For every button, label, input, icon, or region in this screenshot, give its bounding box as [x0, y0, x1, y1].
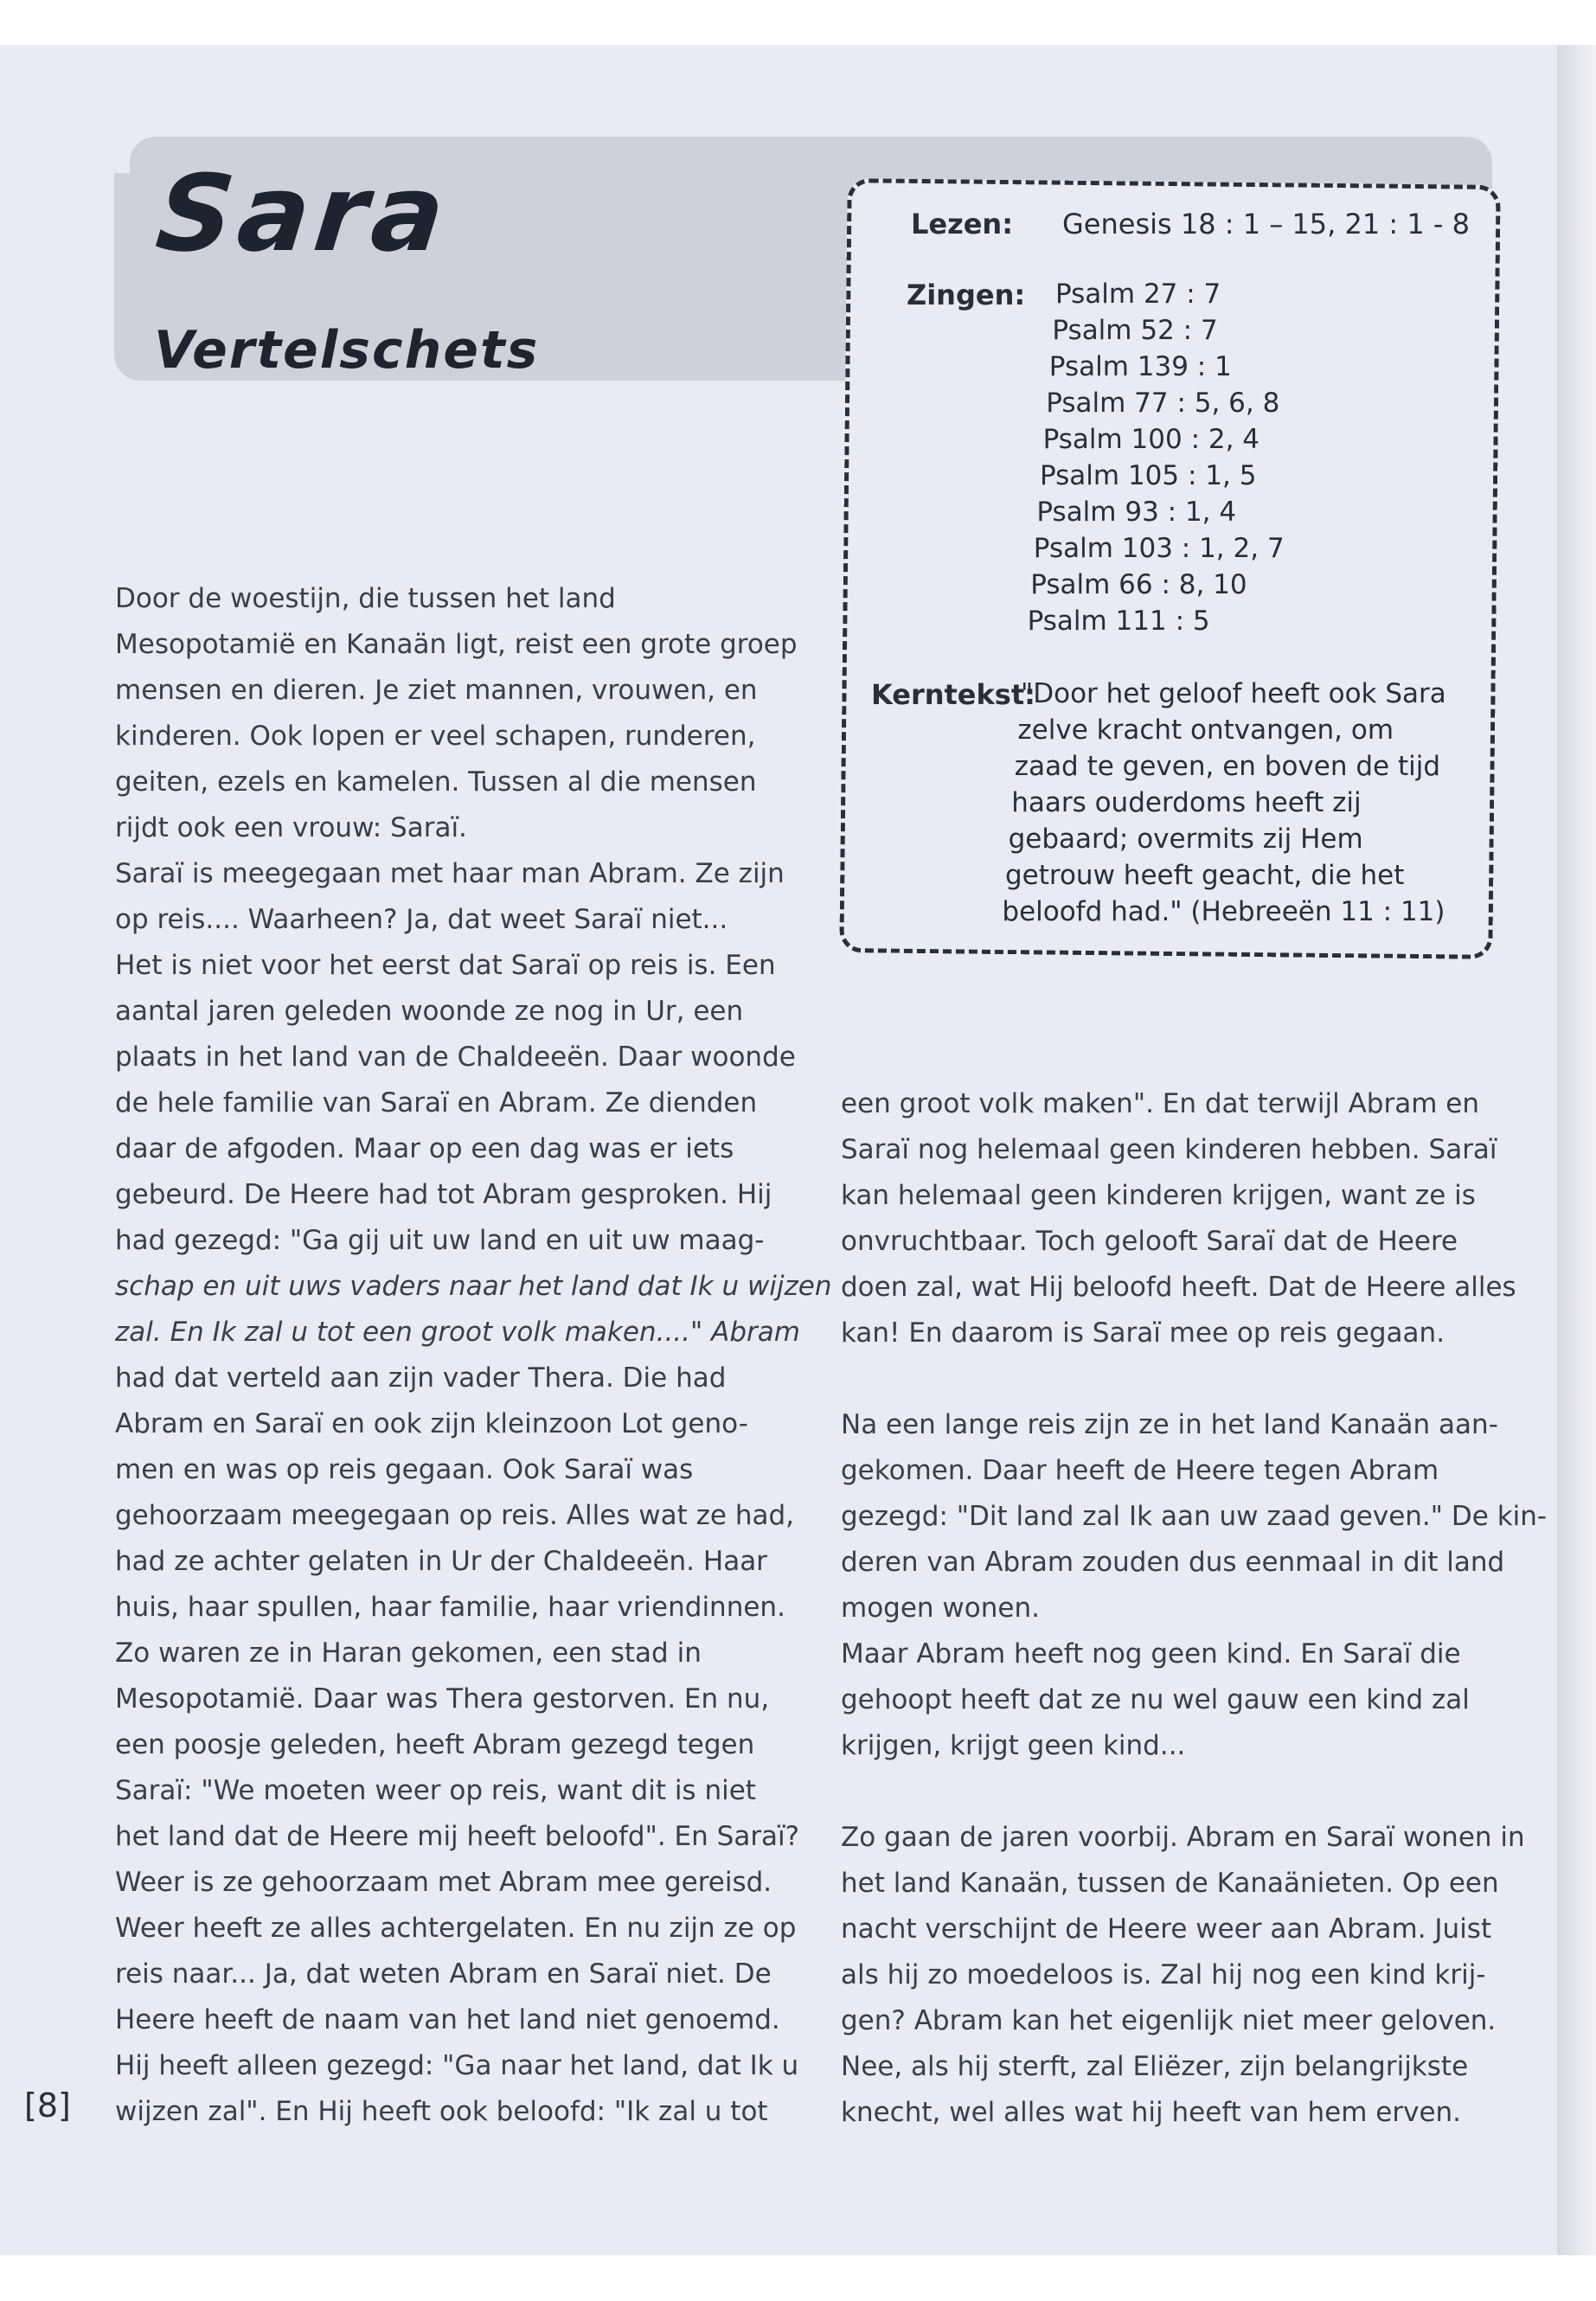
page-number: [8] — [24, 2086, 71, 2125]
text-line: het land Kanaän, tussen de Kanaänieten. Op een — [841, 1868, 1499, 1899]
text-line: de hele familie van Saraï en Abram. Ze dienden — [115, 1087, 758, 1118]
page-subtitle: Vertelschets — [154, 320, 540, 381]
text-line: Weer is ze gehoorzaam met Abram mee gereisd. — [115, 1867, 772, 1898]
text-line: Saraï nog helemaal geen kinderen hebben. Saraï — [841, 1134, 1497, 1165]
text-line: krijgen, krijgt geen kind... — [841, 1730, 1186, 1761]
text-line: gebeurd. De Heere had tot Abram gesproken. Hij — [115, 1179, 772, 1210]
text-line: zal. En Ik zal u tot een groot volk maken...." Abram — [115, 1317, 800, 1348]
right-column — [841, 1081, 1547, 2136]
text-line: Abram en Saraï en ook zijn kleinzoon Lot geno- — [115, 1408, 748, 1439]
text-line — [841, 1769, 1547, 1815]
text-line: huis, haar spullen, haar familie, haar vriendinnen. — [115, 1592, 785, 1623]
text-line: op reis.... Waarheen? Ja, dat weet Saraï niet... — [115, 904, 728, 935]
text-line: aantal jaren geleden woonde ze nog in Ur, een — [115, 996, 744, 1027]
text-line: had ze achter gelaten in Ur der Chaldeeën. Haar — [115, 1546, 767, 1577]
text-line: men en was op reis gegaan. Ook Saraï was — [115, 1454, 694, 1485]
kerntekst-line: getrouw heeft geacht, die het — [1005, 860, 1405, 891]
text-line: schap en uit uws vaders naar het land dat Ik u wijzen — [115, 1271, 832, 1302]
text-line: wijzen zal". En Hij heeft ook beloofd: "Ik zal u tot — [115, 2096, 768, 2127]
text-line: rijdt ook een vrouw: Saraï. — [115, 812, 467, 843]
text-line: Na een lange reis zijn ze in het land Kanaän aan- — [841, 1409, 1498, 1440]
psalm-item: Psalm 105 : 1, 5 — [1040, 460, 1257, 491]
psalm-item: Psalm 77 : 5, 6, 8 — [1046, 388, 1280, 419]
left-column — [115, 576, 832, 2135]
text-line: reis naar... Ja, dat weten Abram en Saraï niet. De — [115, 1958, 772, 1990]
text-line: geiten, ezels en kamelen. Tussen al die mensen — [115, 766, 757, 798]
text-line: Maar Abram heeft nog geen kind. En Saraï die — [841, 1638, 1461, 1670]
text-line: Hij heeft alleen gezegd: "Ga naar het land, dat Ik u — [115, 2050, 799, 2081]
text-line: Nee, als hij sterft, zal Eliëzer, zijn belangrijkste — [841, 2051, 1469, 2082]
text-line: knecht, wel alles wat hij heeft van hem erven. — [841, 2097, 1462, 2128]
text-line: Saraï: "We moeten weer op reis, want dit is niet — [115, 1775, 756, 1806]
psalm-item: Psalm 111 : 5 — [1027, 606, 1210, 637]
text-line: Weer heeft ze alles achtergelaten. En nu zijn ze op — [115, 1913, 797, 1944]
text-line: onvruchtbaar. Toch gelooft Saraï dat de Heere — [841, 1226, 1458, 1257]
page-title: Sara — [151, 152, 456, 275]
psalm-item: Psalm 139 : 1 — [1048, 351, 1232, 382]
psalm-item: Psalm 103 : 1, 2, 7 — [1033, 533, 1285, 564]
zingen-label: Zingen: — [907, 279, 1026, 311]
text-line: Heere heeft de naam van het land niet genoemd. — [115, 2004, 780, 2035]
text-line: gekomen. Daar heeft de Heere tegen Abram — [841, 1455, 1439, 1486]
text-line: het land dat de Heere mij heeft beloofd". En Saraï? — [115, 1821, 800, 1852]
psalm-item: Psalm 27 : 7 — [1055, 279, 1221, 310]
text-line: nacht verschijnt de Heere weer aan Abram. Juist — [841, 1913, 1492, 1945]
text-line: Saraï is meegegaan met haar man Abram. Ze zijn — [115, 858, 785, 889]
kerntekst-line: beloofd had." (Hebreeën 11 : 11) — [1002, 896, 1445, 927]
text-line: kinderen. Ook lopen er veel schapen, runderen, — [115, 721, 756, 752]
text-line: Zo gaan de jaren voorbij. Abram en Saraï wonen in — [841, 1822, 1525, 1853]
text-line: deren van Abram zouden dus eenmaal in dit land — [841, 1547, 1505, 1578]
psalm-item: Psalm 66 : 8, 10 — [1030, 569, 1247, 600]
text-line: een groot volk maken". En dat terwijl Abram en — [841, 1088, 1479, 1119]
text-line: gehoorzaam meegegaan op reis. Alles wat ze had, — [115, 1500, 795, 1531]
text-line: gehoopt heeft dat ze nu wel gauw een kind zal — [841, 1684, 1470, 1715]
page-edge — [1557, 45, 1596, 2255]
text-line: daar de afgoden. Maar op een dag was er iets — [115, 1133, 734, 1164]
text-line: had gezegd: "Ga gij uit uw land en uit uw maag- — [115, 1225, 765, 1256]
psalm-item: Psalm 93 : 1, 4 — [1036, 497, 1237, 528]
kerntekst-line: zaad te geven, en boven de tijd — [1014, 751, 1440, 782]
text-line: Mesopotamië. Daar was Thera gestorven. En nu, — [115, 1683, 770, 1715]
text-line: Het is niet voor het eerst dat Saraï op reis is. Een — [115, 950, 776, 981]
kerntekst-label: Kerntekst: — [871, 678, 1035, 711]
text-line — [841, 1356, 1547, 1402]
text-line: een poosje geleden, heeft Abram gezegd tegen — [115, 1729, 755, 1760]
text-line: plaats in het land van de Chaldeeën. Daar woonde — [115, 1042, 796, 1073]
text-line: kan! En daarom is Saraï mee op reis gegaan. — [841, 1317, 1445, 1349]
text-line: gezegd: "Dit land zal Ik aan uw zaad geven." De kin- — [841, 1501, 1548, 1532]
kerntekst-line: haars ouderdoms heeft zij — [1011, 787, 1362, 818]
kerntekst-line: zelve kracht ontvangen, om — [1017, 715, 1394, 746]
psalm-item: Psalm 100 : 2, 4 — [1042, 424, 1260, 455]
text-line: had dat verteld aan zijn vader Thera. Die had — [115, 1362, 727, 1394]
text-line: kan helemaal geen kinderen krijgen, want ze is — [841, 1180, 1476, 1211]
text-line: mensen en dieren. Je ziet mannen, vrouwen, en — [115, 675, 758, 706]
text-line: gen? Abram kan het eigenlijk niet meer geloven. — [841, 2005, 1497, 2036]
text-line: doen zal, wat Hij beloofd heeft. Dat de Heere alles — [841, 1272, 1516, 1303]
text-line: Zo waren ze in Haran gekomen, een stad in — [115, 1638, 702, 1669]
lezen-label: Lezen: — [911, 208, 1013, 240]
text-line: als hij zo moedeloos is. Zal hij nog een kind krij- — [841, 1959, 1486, 1990]
kerntekst-line: gebaard; overmits zij Hem — [1008, 824, 1363, 855]
text-line: Door de woestijn, die tussen het land — [115, 583, 616, 614]
text-line: Mesopotamië en Kanaän ligt, reist een grote groep — [115, 629, 798, 660]
kerntekst-line: "Door het geloof heeft ook Sara — [1021, 678, 1446, 709]
text-line: mogen wonen. — [841, 1593, 1040, 1624]
psalm-item: Psalm 52 : 7 — [1052, 315, 1218, 346]
lezen-value: Genesis 18 : 1 – 15, 21 : 1 - 8 — [1062, 208, 1470, 240]
